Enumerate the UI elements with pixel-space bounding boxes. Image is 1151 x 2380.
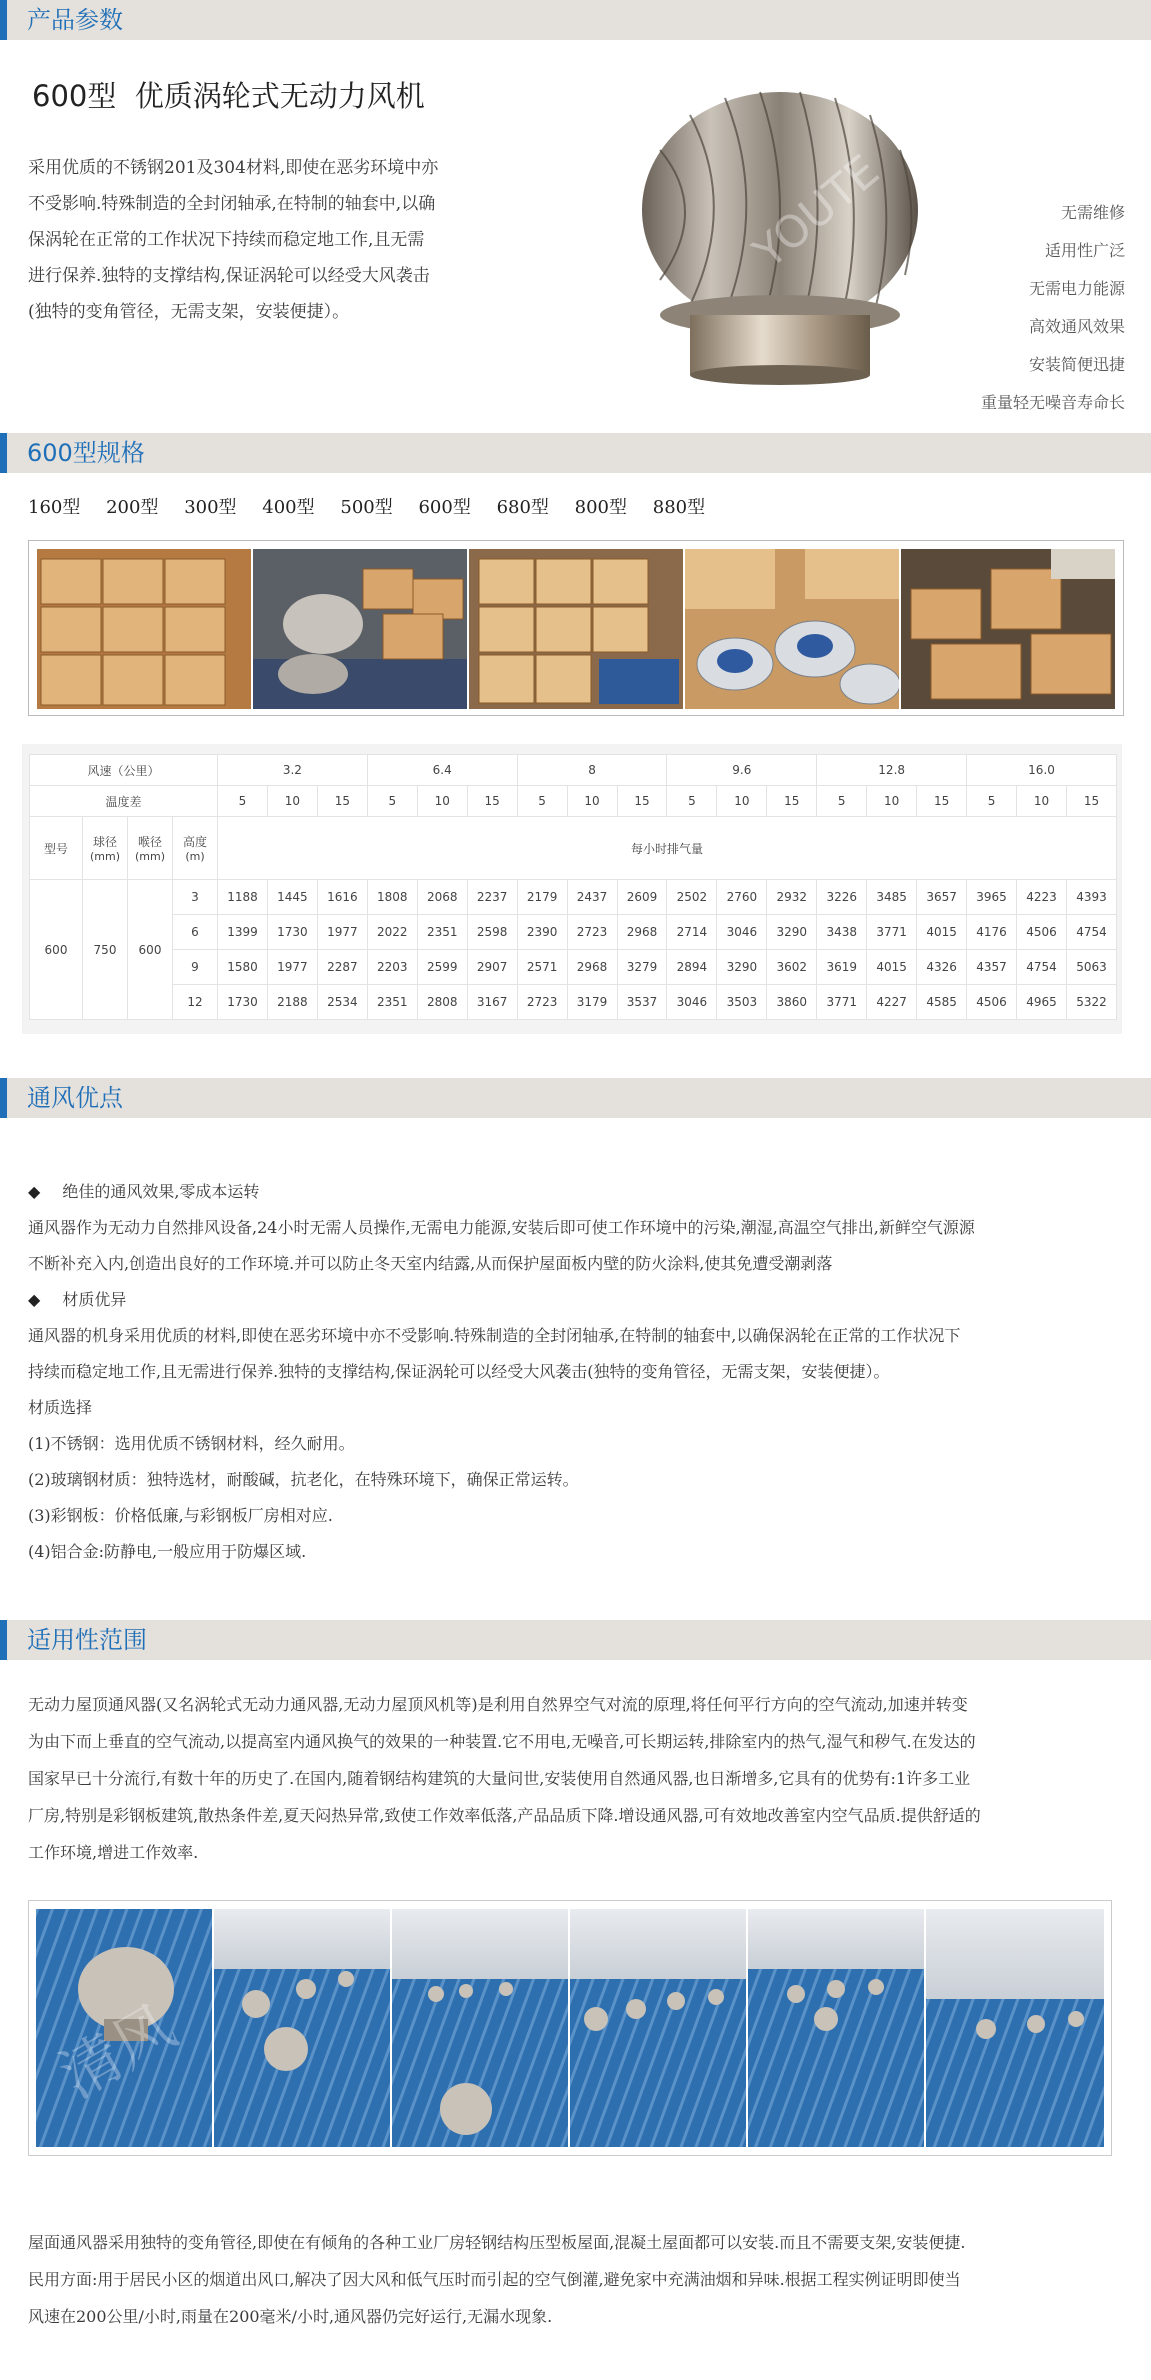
height-cell: 6: [173, 915, 218, 950]
exhaust-value-cell: 3279: [617, 950, 667, 985]
table-row: [30, 950, 1117, 985]
exhaust-value-cell: 2534: [317, 985, 367, 1020]
body-line: 持续而稳定地工作,且无需进行保养.独特的支撑结构,保证涡轮可以经受大风袭击(独特的变角管径，无需支架，安装便捷）。: [28, 1362, 890, 1381]
body-line: 通风器作为无动力自然排风设备,24小时无需人员操作,无需电力能源,安装后即可使工作环境中的污染,潮湿,高温空气排出,新鲜空气源源: [28, 1218, 975, 1237]
model-list: [28, 493, 705, 519]
ball-diameter-header: 球径 (mm): [83, 817, 128, 880]
exhaust-value-cell: 2598: [467, 915, 517, 950]
exhaust-value-cell: 2351: [417, 915, 467, 950]
warehouse-photo: [469, 549, 683, 709]
feature-item: 适用性广泛: [1044, 241, 1125, 260]
exhaust-value-cell: 3965: [967, 880, 1017, 915]
material-item: (4)铝合金:防静电,一般应用于防爆区域.: [28, 1542, 307, 1561]
section-header-advantage: [0, 1078, 1151, 1118]
exhaust-value-cell: 2723: [517, 985, 567, 1020]
temp-diff-header: 10: [417, 786, 467, 817]
model-tab[interactable]: 600型: [418, 497, 471, 518]
section-title: 产品参数: [27, 6, 123, 34]
desc-line: 保涡轮在正常的工作状况下持续而稳定地工作,且无需: [28, 230, 425, 250]
exhaust-value-cell: 3485: [867, 880, 917, 915]
desc-line: 不受影响.特殊制造的全封闭轴承,在特制的轴套中,以确: [28, 194, 436, 214]
temp-diff-header: 10: [567, 786, 617, 817]
ball-diameter-cell: 750: [83, 880, 128, 1020]
table-row: [30, 817, 1117, 880]
temp-diff-header: 10: [267, 786, 317, 817]
wind-speed-header: 9.6: [667, 755, 817, 786]
exhaust-value-cell: 2609: [617, 880, 667, 915]
exhaust-value-cell: 1399: [218, 915, 268, 950]
material-item: (2)玻璃钢材质：独特选材，耐酸碱，抗老化，在特殊环境下，确保正常运转。: [28, 1470, 579, 1489]
exhaust-value-cell: 4506: [967, 985, 1017, 1020]
scope-line: 为由下而上垂直的空气流动,以提高室内通风换气的效果的一种装置.它不用电,无噪音,可长期运转,排除室内的热气,湿气和秽气.在发达的: [28, 1732, 976, 1751]
wind-speed-header: 12.8: [817, 755, 967, 786]
exhaust-value-cell: 4227: [867, 985, 917, 1020]
exhaust-value-cell: 2237: [467, 880, 517, 915]
temp-diff-header: 15: [917, 786, 967, 817]
scope-line: 工作环境,增进工作效率.: [28, 1843, 199, 1862]
temp-diff-header: 5: [517, 786, 567, 817]
scope-bottom-line: 民用方面:用于居民小区的烟道出风口,解决了因大风和低气压时而引起的空气倒灌,避免家中充满油烟和异味.根据工程实例证明即使当: [28, 2270, 961, 2289]
model-cell: 600: [30, 880, 83, 1020]
section-accent: [0, 0, 7, 40]
exhaust-value-cell: 1977: [267, 950, 317, 985]
section-header-spec: [0, 433, 1151, 473]
scope-bottom-line: 风速在200公里/小时,雨量在200毫米/小时,通风器仍完好运行,无漏水现象.: [28, 2307, 553, 2326]
temp-diff-header: 15: [617, 786, 667, 817]
exhaust-value-cell: 3290: [717, 950, 767, 985]
throat-diameter-cell: 600: [128, 880, 173, 1020]
exhaust-value-cell: 2188: [267, 985, 317, 1020]
scope-description: [28, 1686, 1128, 1871]
product-title: 600型 优质涡轮式无动力风机: [32, 79, 425, 113]
exhaust-value-cell: 1445: [267, 880, 317, 915]
exhaust-value-cell: 3771: [817, 985, 867, 1020]
wind-speed-header: 16.0: [967, 755, 1117, 786]
table-row: [30, 786, 1117, 817]
exhaust-value-cell: 1188: [218, 880, 268, 915]
exhaust-value-cell: 2179: [517, 880, 567, 915]
exhaust-value-cell: 2502: [667, 880, 717, 915]
exhaust-value-cell: 3771: [867, 915, 917, 950]
model-tab[interactable]: 300型: [184, 497, 237, 518]
temp-diff-header: 15: [1066, 786, 1116, 817]
section-accent: [0, 1620, 7, 1660]
temp-diff-header: 5: [367, 786, 417, 817]
temp-diff-header: 5: [817, 786, 867, 817]
exhaust-value-cell: 1616: [317, 880, 367, 915]
body-line: 不断补充入内,创造出良好的工作环境.并可以防止冬天室内结露,从而保护屋面板内壁的防火涂料,使其免遭受潮剥落: [28, 1254, 833, 1273]
material-item: (1)不锈钢：选用优质不锈钢材料，经久耐用。: [28, 1434, 355, 1453]
desc-line: 进行保养.独特的支撑结构,保证涡轮可以经受大风袭击: [28, 266, 430, 286]
temp-diff-header: 15: [767, 786, 817, 817]
exhaust-value-cell: 1730: [218, 985, 268, 1020]
advantage-content: [28, 1174, 1128, 1570]
exhaust-value-cell: 2203: [367, 950, 417, 985]
exhaust-value-cell: 4754: [1017, 950, 1067, 985]
exhaust-value-cell: 3226: [817, 880, 867, 915]
bullet-diamond-icon: ◆: [28, 1182, 41, 1201]
roof-photos: [36, 1909, 1104, 2147]
exhaust-value-cell: 2932: [767, 880, 817, 915]
temp-diff-header: 15: [467, 786, 517, 817]
spec-table-container: [22, 744, 1122, 1034]
temp-diff-header: 10: [1017, 786, 1067, 817]
bullet-heading: ◆ 材质优异: [28, 1290, 127, 1309]
warehouse-photo-strip: [28, 540, 1124, 716]
exhaust-value-cell: 2714: [667, 915, 717, 950]
temp-diff-header: 5: [218, 786, 268, 817]
exhaust-value-cell: 2599: [417, 950, 467, 985]
height-cell: 12: [173, 985, 218, 1020]
exhaust-value-cell: 2760: [717, 880, 767, 915]
scope-line: 厂房,特别是彩钢板建筑,散热条件差,夏天闷热异常,致使工作效率低落,产品品质下降.增设通风器,可有效地改善室内空气品质.提供舒适的: [28, 1806, 981, 1825]
height-cell: 9: [173, 950, 218, 985]
throat-diameter-header: 喉径 (mm): [128, 817, 173, 880]
exhaust-value-cell: 2894: [667, 950, 717, 985]
watermark-text: YOUTE: [744, 145, 889, 279]
wind-speed-header: 8: [517, 755, 667, 786]
table-row: [30, 880, 1117, 915]
ventilator-image: [620, 70, 950, 390]
warehouse-photo: [37, 549, 251, 709]
model-header: 型号: [30, 817, 83, 880]
warehouse-photo: [253, 549, 467, 709]
feature-item: 重量轻无噪音寿命长: [980, 393, 1125, 412]
desc-line: 采用优质的不锈钢201及304材料,即使在恶劣环境中亦: [28, 158, 439, 178]
exhaust-value-cell: 3619: [817, 950, 867, 985]
exhaust-value-cell: 2723: [567, 915, 617, 950]
model-tab[interactable]: 400型: [262, 497, 315, 518]
exhaust-value-cell: 2351: [367, 985, 417, 1020]
roof-photo-strip: [28, 1900, 1112, 2156]
exhaust-value-cell: 3657: [917, 880, 967, 915]
scope-line: 国家早已十分流行,有数十年的历史了.在国内,随着钢结构建筑的大量问世,安装使用自然通风器,也日渐增多,它具有的优势有:1许多工业: [28, 1769, 971, 1788]
warehouse-photo: [685, 549, 899, 709]
exhaust-value-cell: 4176: [967, 915, 1017, 950]
spec-table: [29, 754, 1117, 1020]
model-tab[interactable]: 500型: [340, 497, 393, 518]
temp-diff-header: 5: [967, 786, 1017, 817]
exhaust-value-cell: 4393: [1066, 880, 1116, 915]
feature-item: 无需维修: [1060, 203, 1125, 222]
section-accent: [0, 1078, 7, 1118]
table-row: [30, 915, 1117, 950]
temp-diff-header: 15: [317, 786, 367, 817]
exhaust-value-cell: 2571: [517, 950, 567, 985]
watermark-text: 清风: [48, 1991, 188, 2112]
section-title: 600型规格: [27, 439, 145, 467]
exhaust-value-cell: 4357: [967, 950, 1017, 985]
section-title: 适用性范围: [27, 1626, 147, 1654]
feature-list: [981, 194, 1125, 422]
exhaust-value-cell: 3046: [717, 915, 767, 950]
section-header-params: [0, 0, 1151, 40]
exhaust-value-cell: 2390: [517, 915, 567, 950]
exhaust-value-cell: 3179: [567, 985, 617, 1020]
material-item: (3)彩钢板：价格低廉,与彩钢板厂房相对应.: [28, 1506, 333, 1525]
exhaust-value-cell: 4015: [917, 915, 967, 950]
product-description: [28, 150, 588, 330]
exhaust-value-cell: 4754: [1066, 915, 1116, 950]
model-tab[interactable]: 800型: [574, 497, 628, 518]
temp-diff-header: 5: [667, 786, 717, 817]
model-tab[interactable]: 160型: [28, 497, 81, 518]
desc-line: (独特的变角管径，无需支架，安装便捷）。: [28, 302, 350, 322]
exhaust-value-cell: 4965: [1017, 985, 1067, 1020]
feature-item: 安装简便迅捷: [1028, 355, 1125, 374]
hourly-exhaust-header: 每小时排气量: [218, 817, 1117, 880]
exhaust-value-cell: 2968: [617, 915, 667, 950]
section-title: 通风优点: [27, 1084, 123, 1112]
model-tab[interactable]: 200型: [106, 497, 159, 518]
exhaust-value-cell: 4015: [867, 950, 917, 985]
exhaust-value-cell: 5063: [1066, 950, 1116, 985]
exhaust-value-cell: 2022: [367, 915, 417, 950]
section-accent: [0, 433, 7, 473]
section-header-scope: [0, 1620, 1151, 1660]
exhaust-value-cell: 3537: [617, 985, 667, 1020]
feature-item: 高效通风效果: [1028, 317, 1125, 336]
exhaust-value-cell: 3860: [767, 985, 817, 1020]
exhaust-value-cell: 3438: [817, 915, 867, 950]
bullet-diamond-icon: ◆: [28, 1290, 41, 1309]
exhaust-value-cell: 3290: [767, 915, 817, 950]
scope-bottom-line: 屋面通风器采用独特的变角管径,即使在有倾角的各种工业厂房轻钢结构压型板屋面,混凝土屋面都可以安装.而且不需要支架,安装便捷.: [28, 2233, 966, 2252]
exhaust-value-cell: 2437: [567, 880, 617, 915]
temp-diff-header: 10: [717, 786, 767, 817]
height-cell: 3: [173, 880, 218, 915]
wind-speed-header: 6.4: [367, 755, 517, 786]
exhaust-value-cell: 2968: [567, 950, 617, 985]
scope-bottom-text: [28, 2224, 1128, 2335]
exhaust-value-cell: 2287: [317, 950, 367, 985]
bullet-heading: ◆ 绝佳的通风效果,零成本运转: [28, 1182, 260, 1201]
exhaust-value-cell: 1808: [367, 880, 417, 915]
exhaust-value-cell: 1580: [218, 950, 268, 985]
model-tab[interactable]: 880型: [652, 497, 706, 518]
exhaust-value-cell: 3602: [767, 950, 817, 985]
exhaust-value-cell: 2068: [417, 880, 467, 915]
exhaust-value-cell: 5322: [1066, 985, 1116, 1020]
wind-speed-label: 风速（公里）: [30, 755, 218, 786]
exhaust-value-cell: 4223: [1017, 880, 1067, 915]
materials-heading: 材质选择: [28, 1398, 93, 1417]
exhaust-value-cell: 1730: [267, 915, 317, 950]
exhaust-value-cell: 4326: [917, 950, 967, 985]
exhaust-value-cell: 2808: [417, 985, 467, 1020]
feature-item: 无需电力能源: [1028, 279, 1125, 298]
table-row: [30, 755, 1117, 786]
exhaust-value-cell: 3503: [717, 985, 767, 1020]
temp-diff-label: 温度差: [30, 786, 218, 817]
exhaust-value-cell: 3167: [467, 985, 517, 1020]
temp-diff-header: 10: [867, 786, 917, 817]
body-line: 通风器的机身采用优质的材料,即使在恶劣环境中亦不受影响.特殊制造的全封闭轴承,在特制的轴套中,以确保涡轮在正常的工作状况下: [28, 1326, 961, 1345]
scope-line: 无动力屋顶通风器(又名涡轮式无动力通风器,无动力屋顶风机等)是利用自然界空气对流的原理,将任何平行方向的空气流动,加速并转变: [28, 1695, 968, 1714]
table-row: [30, 985, 1117, 1020]
exhaust-value-cell: 4506: [1017, 915, 1067, 950]
model-tab[interactable]: 680型: [496, 497, 549, 518]
exhaust-value-cell: 1977: [317, 915, 367, 950]
exhaust-value-cell: 4585: [917, 985, 967, 1020]
exhaust-value-cell: 3046: [667, 985, 717, 1020]
height-header: 高度 (m): [173, 817, 218, 880]
wind-speed-header: 3.2: [218, 755, 368, 786]
exhaust-value-cell: 2907: [467, 950, 517, 985]
warehouse-photo: [901, 549, 1115, 709]
